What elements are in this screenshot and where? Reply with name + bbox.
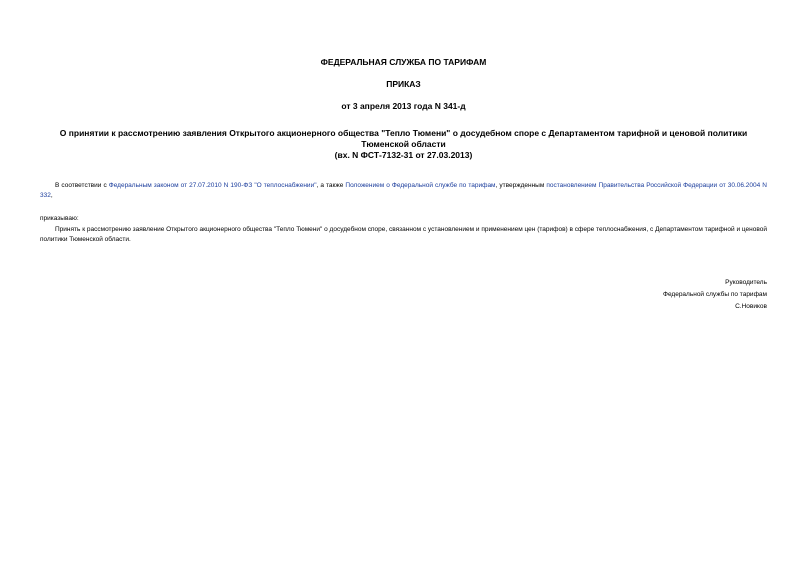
preamble-text-4: ,	[50, 192, 53, 199]
government-decree-link[interactable]: постановлением Правительства Российской Федерации от 30.06.2004 N 332	[40, 182, 768, 199]
document-date-number: от 3 апреля 2013 года N 341-д	[341, 101, 466, 111]
title-line-3: (вх. N ФСТ-7132-31 от 27.03.2013)	[334, 150, 473, 160]
signature-organization: Федеральной службы по тарифам	[663, 291, 767, 298]
order-paragraph: Принять к рассмотрению заявление Открытого акционерного общества "Тепло Тюмени" о досудебном споре, связанном с установлением и применением цен (тарифов) в сфере теплоснабжения, с Департаментом тарифной и ценовой политики Тюменской области.	[40, 226, 767, 243]
title-line-1: О принятии к рассмотрению заявления Открытого акционерного общества "Тепло Тюмени" о досудебном споре с Департаментом тарифной и ценовой политики	[59, 128, 748, 138]
document-title	[40, 128, 767, 161]
signature-role: Руководитель	[725, 279, 767, 286]
fst-regulation-link[interactable]: Положением о Федеральной службе по тарифам	[345, 182, 496, 189]
agency-name: ФЕДЕРАЛЬНАЯ СЛУЖБА ПО ТАРИФАМ	[320, 57, 487, 67]
preamble-text-2: , а также	[316, 182, 346, 189]
federal-law-link[interactable]: Федеральным законом от 27.07.2010 N 190-ФЗ "О теплоснабжении"	[108, 182, 317, 189]
preamble-text-3: , утвержденным	[495, 182, 547, 189]
preamble-text-1: В соответствии с	[55, 182, 109, 189]
preamble-paragraph	[40, 181, 767, 201]
document-type: ПРИКАЗ	[386, 79, 421, 89]
order-word: приказываю:	[40, 215, 79, 222]
signature-name: С.Новиков	[735, 303, 767, 310]
title-line-2: Тюменской области	[361, 139, 446, 149]
